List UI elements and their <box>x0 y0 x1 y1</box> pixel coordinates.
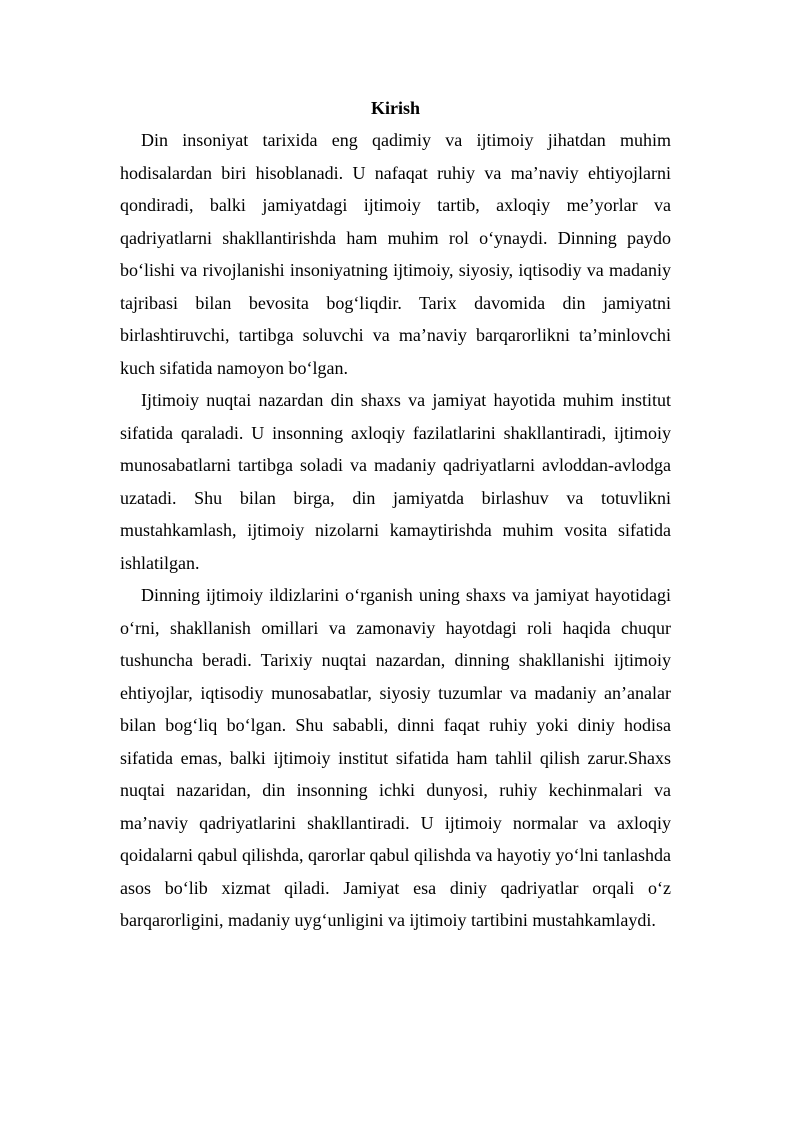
document-body <box>120 92 671 937</box>
paragraph-3: Dinning ijtimoiy ildizlarini o‘rganish uning shaxs va jamiyat hayotidagi o‘rni, shakllanish omillari va zamonaviy hayotdagi roli haqida chuqur tushuncha beradi. Tarixiy nuqtai nazardan, dinning shakllanishi ijtimoiy ehtiyojlar, iqtisodiy munosabatlar, siyosiy tuzumlar va madaniy an’analar bilan bog‘liq bo‘lgan. Shu sababli, dinni faqat ruhiy yoki diniy hodisa sifatida emas, balki ijtimoiy institut sifatida ham tahlil qilish zarur.Shaxs nuqtai nazaridan, din insonning ichki dunyosi, ruhiy kechinmalari va ma’naviy qadriyatlarini shakllantiradi. U ijtimoiy normalar va axloqiy qoidalarni qabul qilishda, qarorlar qabul qilishda va hayotiy yo‘lni tanlashda asos bo‘lib xizmat qiladi. Jamiyat esa diniy qadriyatlar orqali o‘z barqarorligini, madaniy uyg‘unligini va ijtimoiy tartibini mustahkamlaydi. <box>120 585 671 930</box>
document-title: Kirish <box>370 98 420 118</box>
paragraph-2: Ijtimoiy nuqtai nazardan din shaxs va jamiyat hayotida muhim institut sifatida qaraladi. U insonning axloqiy fazilatlarini shakllantiradi, ijtimoiy munosabatlarni tartibga soladi va madaniy qadriyatlarni avloddan-avlodga uzatadi. Shu bilan birga, din jamiyatda birlashuv va totuvlikni mustahkamlash, ijtimoiy nizolarni kamaytirishda muhim vosita sifatida ishlatilgan. <box>120 390 671 573</box>
paragraph-1: Din insoniyat tarixida eng qadimiy va ijtimoiy jihatdan muhim hodisalardan biri hisoblanadi. U nafaqat ruhiy va ma’naviy ehtiyojlarni qondiradi, balki jamiyatdagi ijtimoiy tartib, axloqiy me’yorlar va qadriyatlarni shakllantirishda ham muhim rol o‘ynaydi. Dinning paydo bo‘lishi va rivojlanishi insoniyatning ijtimoiy, siyosiy, iqtisodiy va madaniy tajribasi bilan bevosita bog‘liqdir. Tarix davomida din jamiyatni birlashtiruvchi, tartibga soluvchi va ma’naviy barqarorlikni ta’minlovchi kuch sifatida namoyon bo‘lgan. <box>120 130 671 378</box>
